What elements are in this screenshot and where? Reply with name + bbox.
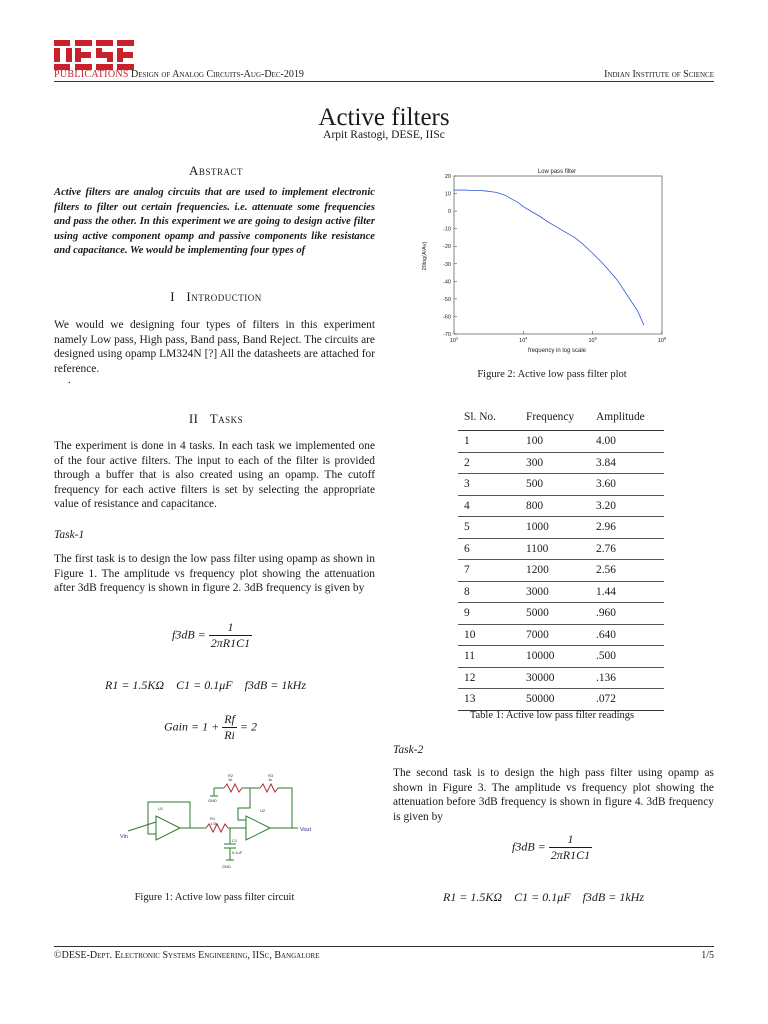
y-tick-label: -30 [443,261,451,268]
table-cell-amplitude: 1.44 [590,581,664,603]
table-row [458,495,664,517]
u2-label: U2 [260,808,266,813]
table-cell-amplitude: 2.76 [590,538,664,560]
c1-label: C1 [232,838,238,843]
f3db-numerator-2: 1 [567,832,574,846]
x-tick-label: $10^8$ [657,335,667,344]
gain-numerator: Rf [224,712,235,726]
institute-name: Indian Institute of Science [604,69,714,80]
component-values-1: R1 = 1.5KΩ C1 = 0.1μF f3dB = 1kHz [105,678,306,692]
table-cell-slno: 13 [458,689,520,711]
abstract-text: Active filters are analog circuits that are used to implement electronic filters to filter out certain frequencies. i.e. attenuate some frequencies and pass the other. In this experiment we are going to design active filter using active component opamp and passive components like resistance and capacitance. We would be implementing four types of [54,187,375,257]
resistor-ri [224,784,242,792]
low-pass-circuit-figure [118,768,328,873]
table-cell-amplitude: 3.20 [590,495,664,517]
vin-label: Vin [120,834,128,840]
rf-label: R3 [268,773,274,778]
table-cell-frequency: 300 [520,452,590,474]
abstract-heading: Abstract [189,163,243,178]
table-cell-frequency: 10000 [520,646,590,668]
rf-value: 1k [268,777,273,782]
table-cell-slno: 7 [458,560,520,582]
table-cell-amplitude: .500 [590,646,664,668]
table-cell-frequency: 50000 [520,689,590,711]
ri-value: 1k [228,777,233,782]
opamp-u1 [156,816,180,840]
table-cell-frequency: 1200 [520,560,590,582]
table-row [458,560,664,582]
table-cell-frequency: 1100 [520,538,590,560]
y-tick-label: -40 [443,279,451,286]
gain-denominator: Ri [224,728,235,742]
table-cell-amplitude: 3.60 [590,474,664,496]
f3db-numerator: 1 [227,620,234,634]
y-tick-label: 10 [444,191,451,198]
tasks-heading: II Tasks [188,411,244,426]
table-cell-slno: 6 [458,538,520,560]
gain-equation [164,712,257,743]
header-rule [54,81,714,82]
table-cell-amplitude: 2.56 [590,560,664,582]
table-header-row [458,403,664,431]
table-row [458,474,664,496]
c1-value: 0.1uF [232,850,243,855]
y-tick-label: -60 [443,314,451,321]
f3db-equation-2 [512,832,592,863]
resistor-rf [260,784,278,792]
table-cell-amplitude: 4.00 [590,431,664,453]
chart-ylabel: 20log(A/Av) [422,241,428,271]
table-cell-frequency: 5000 [520,603,590,625]
x-tick-label: $10^4$ [519,335,528,344]
y-tick-label: -20 [443,244,451,251]
chart-title: Low pass filter [537,169,577,175]
f3db-equation-1 [172,620,252,651]
table-cell-amplitude: .960 [590,603,664,625]
table-cell-slno: 3 [458,474,520,496]
table-cell-slno: 11 [458,646,520,668]
y-tick-label: -50 [443,296,451,303]
chart-xlabel: frequency in log scale [527,348,587,354]
figure1-caption: Figure 1: Active low pass filter circuit [134,892,295,903]
opamp-u2 [246,816,270,840]
table-row [458,603,664,625]
table-cell-amplitude: .640 [590,624,664,646]
table-row [458,581,664,603]
f3db-denominator-2: 2πR1C1 [550,848,591,862]
table-cell-frequency: 800 [520,495,590,517]
table-row [458,667,664,689]
dese-logo [54,40,134,70]
f3db-lhs-2: f3dB = [512,839,546,854]
task2-label: Task-2 [393,744,424,756]
low-pass-plot [418,164,678,356]
table-header-amplitude: Amplitude [590,403,664,431]
footer-affiliation: ©DESE-Dept. Electronic Systems Engineering, IISc, Bangalore [54,950,320,961]
table-cell-slno: 12 [458,667,520,689]
component-values-2: R1 = 1.5KΩ C1 = 0.1μF f3dB = 1kHz [443,890,644,904]
table-cell-amplitude: 3.84 [590,452,664,474]
u1-label: U1 [158,806,164,811]
gnd-label-2: GND [222,864,231,869]
table-cell-slno: 9 [458,603,520,625]
f3db-lhs: f3dB = [172,627,206,642]
table-row [458,624,664,646]
task1-label: Task-1 [54,529,85,541]
y-tick-label: -70 [443,332,451,338]
ri-label: R2 [228,773,234,778]
gain-rhs: = 2 [239,719,257,734]
tasks-text: The experiment is done in 4 tasks. In each task we implemented one of the four active filters. The input to each of the filter is provided through a buffer that is also created using an opamp. The cutoff frequency for each active filters is set by selecting the appropriate value of resistance and capacitance. [54,440,375,511]
gnd-label-1: GND [208,798,217,803]
table-cell-frequency: 1000 [520,517,590,539]
table-header-slno: Sl. No. [458,403,520,431]
y-tick-label: -10 [443,226,451,233]
x-tick-label: $10^6$ [588,335,597,344]
f3db-denominator: 2πR1C1 [210,636,251,650]
page-number: 1/5 [701,950,714,961]
table-header-frequency: Frequency [520,403,590,431]
table-cell-slno: 10 [458,624,520,646]
gain-series-line [454,190,644,325]
readings-table [458,403,664,711]
chart-frame [454,176,662,334]
table-row [458,452,664,474]
intro-text: We would we designing four types of filters in this experiment namely Low pass, High pass, Band pass, Band Reject. The circuits are designed using opamp LM324N [?] All the datasheets are attached for reference. [54,319,375,375]
paper-title: Active filters [318,104,450,131]
figure2-caption: Figure 2: Active low pass filter plot [477,369,627,380]
table-row [458,646,664,668]
intro-trailing: . [68,374,71,386]
paper-author: Arpit Rastogi, DESE, IISc [323,129,445,141]
table-caption: Table 1: Active low pass filter readings [469,710,635,721]
table-cell-slno: 5 [458,517,520,539]
table-cell-slno: 1 [458,431,520,453]
table-cell-slno: 8 [458,581,520,603]
table-cell-slno: 4 [458,495,520,517]
x-tick-label: $10^2$ [449,335,459,344]
vout-label: Vout [300,827,312,833]
table-cell-frequency: 3000 [520,581,590,603]
gain-lhs: Gain = 1 + [164,719,220,734]
course-title: Design of Analog Circuits-Aug-Dec-2019 [131,69,304,80]
y-tick-label: 20 [444,174,451,180]
table-row [458,689,664,711]
table-cell-amplitude: .136 [590,667,664,689]
table-row [458,538,664,560]
table-cell-amplitude: .072 [590,689,664,711]
r1-value: 1.5k [210,821,218,826]
intro-heading: I Introduction [170,289,262,304]
y-tick-label: 0 [447,209,451,216]
table-cell-frequency: 500 [520,474,590,496]
footer-rule [54,946,714,947]
r1-label: R1 [210,816,216,821]
table-cell-frequency: 100 [520,431,590,453]
table-cell-frequency: 7000 [520,624,590,646]
table-row [458,431,664,453]
publisher-label: PUBLICATIONS [54,69,129,80]
table-cell-frequency: 30000 [520,667,590,689]
table-row [458,517,664,539]
task1-text: The first task is to design the low pass filter using opamp as shown in Figure 1. The amplitude vs frequency plot showing the attenuation after 3dB frequency is shown in figure 2. 3dB frequency is given by [54,553,375,595]
table-cell-slno: 2 [458,452,520,474]
task2-text: The second task is to design the high pass filter using opamp as shown in Figure 3. The amplitude vs frequency plot showing the attenuation before 3dB frequency is shown in figure 4. 3dB frequency is given by [393,767,714,823]
table-cell-amplitude: 2.96 [590,517,664,539]
